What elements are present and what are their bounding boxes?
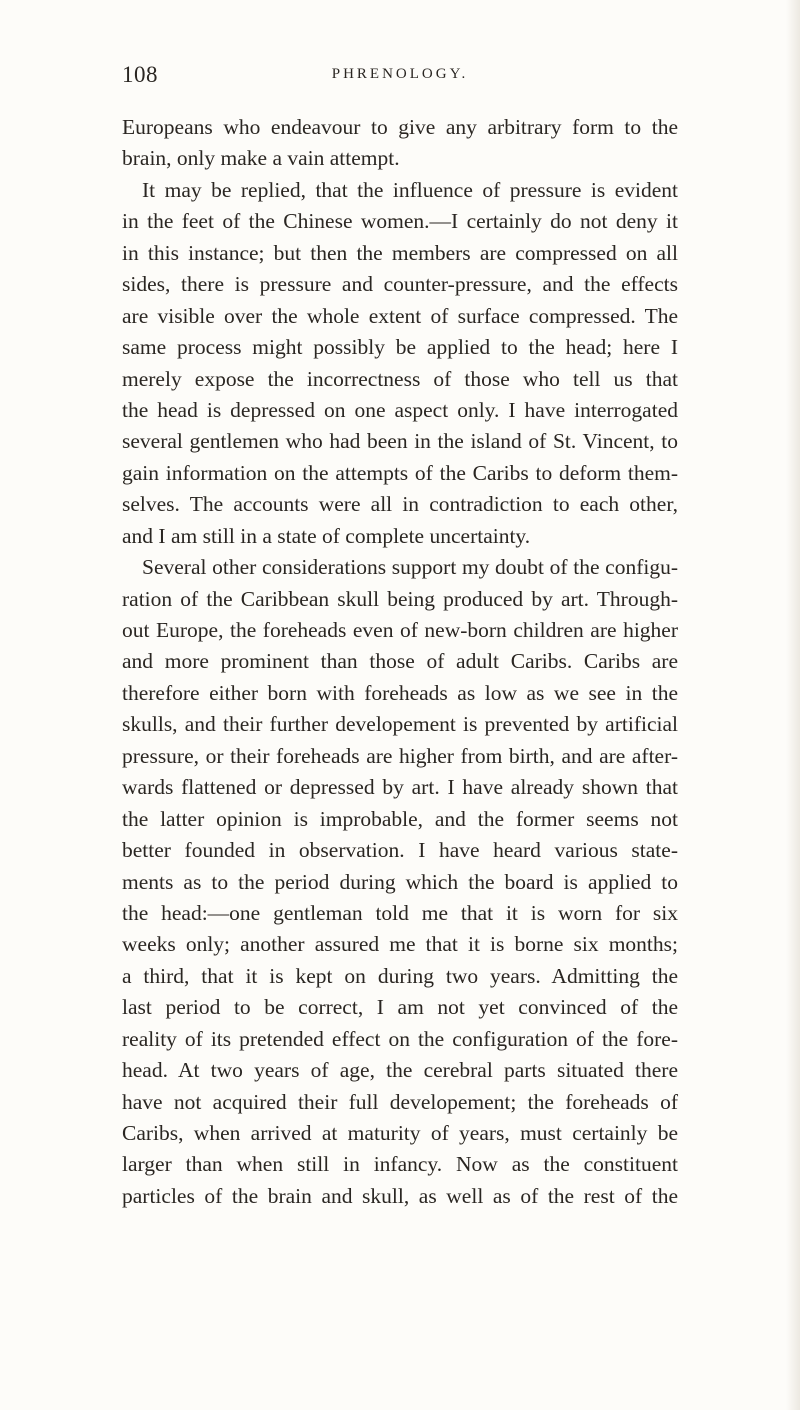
text-line: and more prominent than those of adult Caribs. Caribs are (122, 649, 678, 674)
text-line: particles of the brain and skull, as well as of the rest of the (122, 1183, 678, 1208)
text-line: sides, there is pressure and counter-pressure, and the effects (122, 272, 678, 297)
text-line: last period to be correct, I am not yet convinced of the (122, 995, 678, 1020)
text-line: larger than when still in infancy. Now as the constituent (122, 1152, 678, 1177)
text-line: Europeans who endeavour to give any arbitrary form to the (122, 115, 678, 139)
text-line: the head:—one gentleman told me that it is worn for six (122, 900, 678, 925)
text-line: out Europe, the foreheads even of new-born children are higher (122, 618, 678, 642)
text-line: in this instance; but then the members are compressed on all (122, 240, 678, 265)
text-line: head. At two years of age, the cerebral parts situated there (122, 1058, 678, 1083)
text-line: therefore either born with foreheads as low as we see in the (122, 680, 678, 705)
page-header (122, 62, 678, 102)
text-line: merely expose the incorrectness of those who tell us that (122, 366, 678, 391)
text-line: selves. The accounts were all in contradiction to each other, (122, 492, 678, 517)
text-line: wards flattened or depressed by art. I have already shown that (122, 775, 678, 800)
text-line: the latter opinion is improbable, and the former seems not (122, 806, 678, 831)
text-line: have not acquired their full developement; the foreheads of (122, 1089, 678, 1114)
body-text (122, 112, 678, 1212)
text-line: several gentlemen who had been in the island of St. Vincent, to (122, 429, 678, 454)
text-line: reality of its pretended effect on the configuration of the fore- (122, 1026, 678, 1051)
text-line: ration of the Caribbean skull being produced by art. Through- (122, 586, 678, 611)
text-line: better founded in observation. I have heard various state- (122, 838, 678, 863)
text-line: skulls, and their further developement is prevented by artificial (122, 712, 678, 737)
text-line: in the feet of the Chinese women.—I certainly do not deny it (122, 209, 678, 234)
page-number: 108 (122, 62, 158, 87)
text-line: are visible over the whole extent of surface compressed. The (122, 303, 678, 328)
text-line: It may be replied, that the influence of pressure is evident (142, 177, 678, 202)
text-line: the head is depressed on one aspect only. I have interrogated (122, 397, 678, 422)
text-line: gain information on the attempts of the Caribs to deform them- (122, 460, 678, 485)
text-line: same process might possibly be applied to the head; here I (122, 335, 678, 360)
text-line: and I am still in a state of complete uncertainty. (122, 523, 531, 548)
text-line: weeks only; another assured me that it is borne six months; (122, 932, 678, 957)
running-head: PHRENOLOGY. (331, 66, 469, 82)
page-edge-shadow (786, 0, 800, 1410)
text-line: Several other considerations support my doubt of the configu- (142, 555, 678, 580)
text-line: pressure, or their foreheads are higher from birth, and are after- (122, 743, 678, 768)
text-line: Caribs, when arrived at maturity of years, must certainly be (122, 1121, 678, 1145)
text-line: ments as to the period during which the board is applied to (122, 869, 678, 894)
text-line: a third, that it is kept on during two years. Admitting the (122, 963, 678, 988)
text-line: brain, only make a vain attempt. (122, 146, 400, 171)
